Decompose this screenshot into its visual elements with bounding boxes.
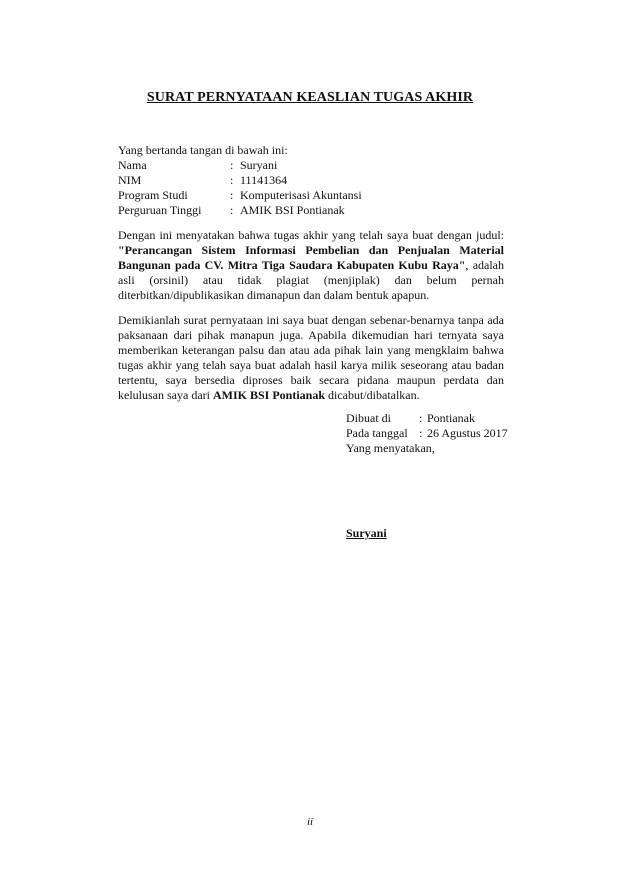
identity-label: Program Studi: [118, 188, 188, 202]
identity-value: Komputerisasi Akuntansi: [240, 188, 362, 202]
identity-row-institution: [118, 203, 362, 218]
institution-bold: AMIK BSI Pontianak: [212, 388, 325, 402]
identity-row-nim: [118, 173, 362, 188]
date-colon: :: [419, 426, 423, 440]
identity-colon: :: [230, 188, 234, 202]
identity-colon: :: [230, 203, 234, 217]
page-number: ii: [306, 816, 314, 828]
statement-text-a: Dengan ini menyatakan bahwa tugas akhir yang telah saya buat dengan judul:: [118, 228, 504, 242]
identity-row-name: [118, 158, 362, 173]
place-colon: :: [419, 411, 423, 425]
place-label: Dibuat di: [346, 411, 391, 425]
identity-value: AMIK BSI Pontianak: [240, 203, 345, 217]
declaration-paragraph: [118, 313, 504, 403]
signature-statement: Yang menyatakan,: [346, 441, 435, 455]
statement-paragraph: [118, 228, 504, 303]
signature-block: [346, 411, 508, 456]
date-value: 26 Agustus 2017: [427, 426, 508, 440]
identity-label: NIM: [118, 173, 142, 187]
date-label: Pada tanggal: [346, 426, 408, 440]
identity-value: Suryani: [240, 158, 278, 172]
identity-label: Perguruan Tinggi: [118, 203, 202, 217]
declaration-text-a: Demikianlah surat pernyataan ini saya buat dengan sebenar-benarnya tanpa ada paksanaan dari pihak manapun juga. Apabila dikemudian hari ternyata saya memberikan keterangan palsu dan atau ada pihak lain yang mengklaim bahwa tugas akhir yang telah saya buat adalah hasil karya milik seseorang atau badan tertentu, saya bersedia diproses baik secara pidana maupun perdata dan kelulusan saya dari: [118, 313, 504, 402]
signature-date-row: [346, 426, 508, 441]
identity-row-program: [118, 188, 362, 203]
signer-name: Suryani: [346, 526, 387, 540]
identity-value: 11141364: [240, 173, 288, 187]
signature-place-row: [346, 411, 508, 426]
identity-block: [118, 158, 362, 218]
thesis-title: "Perancangan Sistem Informasi Pembelian dan Penjualan Material Bangunan pada CV. Mitra Tiga Saudara Kabupaten Kubu Raya": [118, 243, 504, 272]
identity-colon: :: [230, 158, 234, 172]
document-title: SURAT PERNYATAAN KEASLIAN TUGAS AKHIR: [146, 90, 474, 105]
identity-colon: :: [230, 173, 234, 187]
signature-statement-row: [346, 441, 508, 456]
intro-text: Yang bertanda tangan di bawah ini:: [118, 143, 288, 157]
statement-text-b: , adalah asli (orsinil) atau tidak plagiat (menjiplak) dan belum pernah diterbitkan/dipublikasikan dimanapun dan dalam bentuk apapun.: [118, 258, 505, 302]
identity-label: Nama: [118, 158, 147, 172]
declaration-text-b: dicabut/dibatalkan.: [325, 388, 420, 402]
place-value: Pontianak: [427, 411, 475, 425]
